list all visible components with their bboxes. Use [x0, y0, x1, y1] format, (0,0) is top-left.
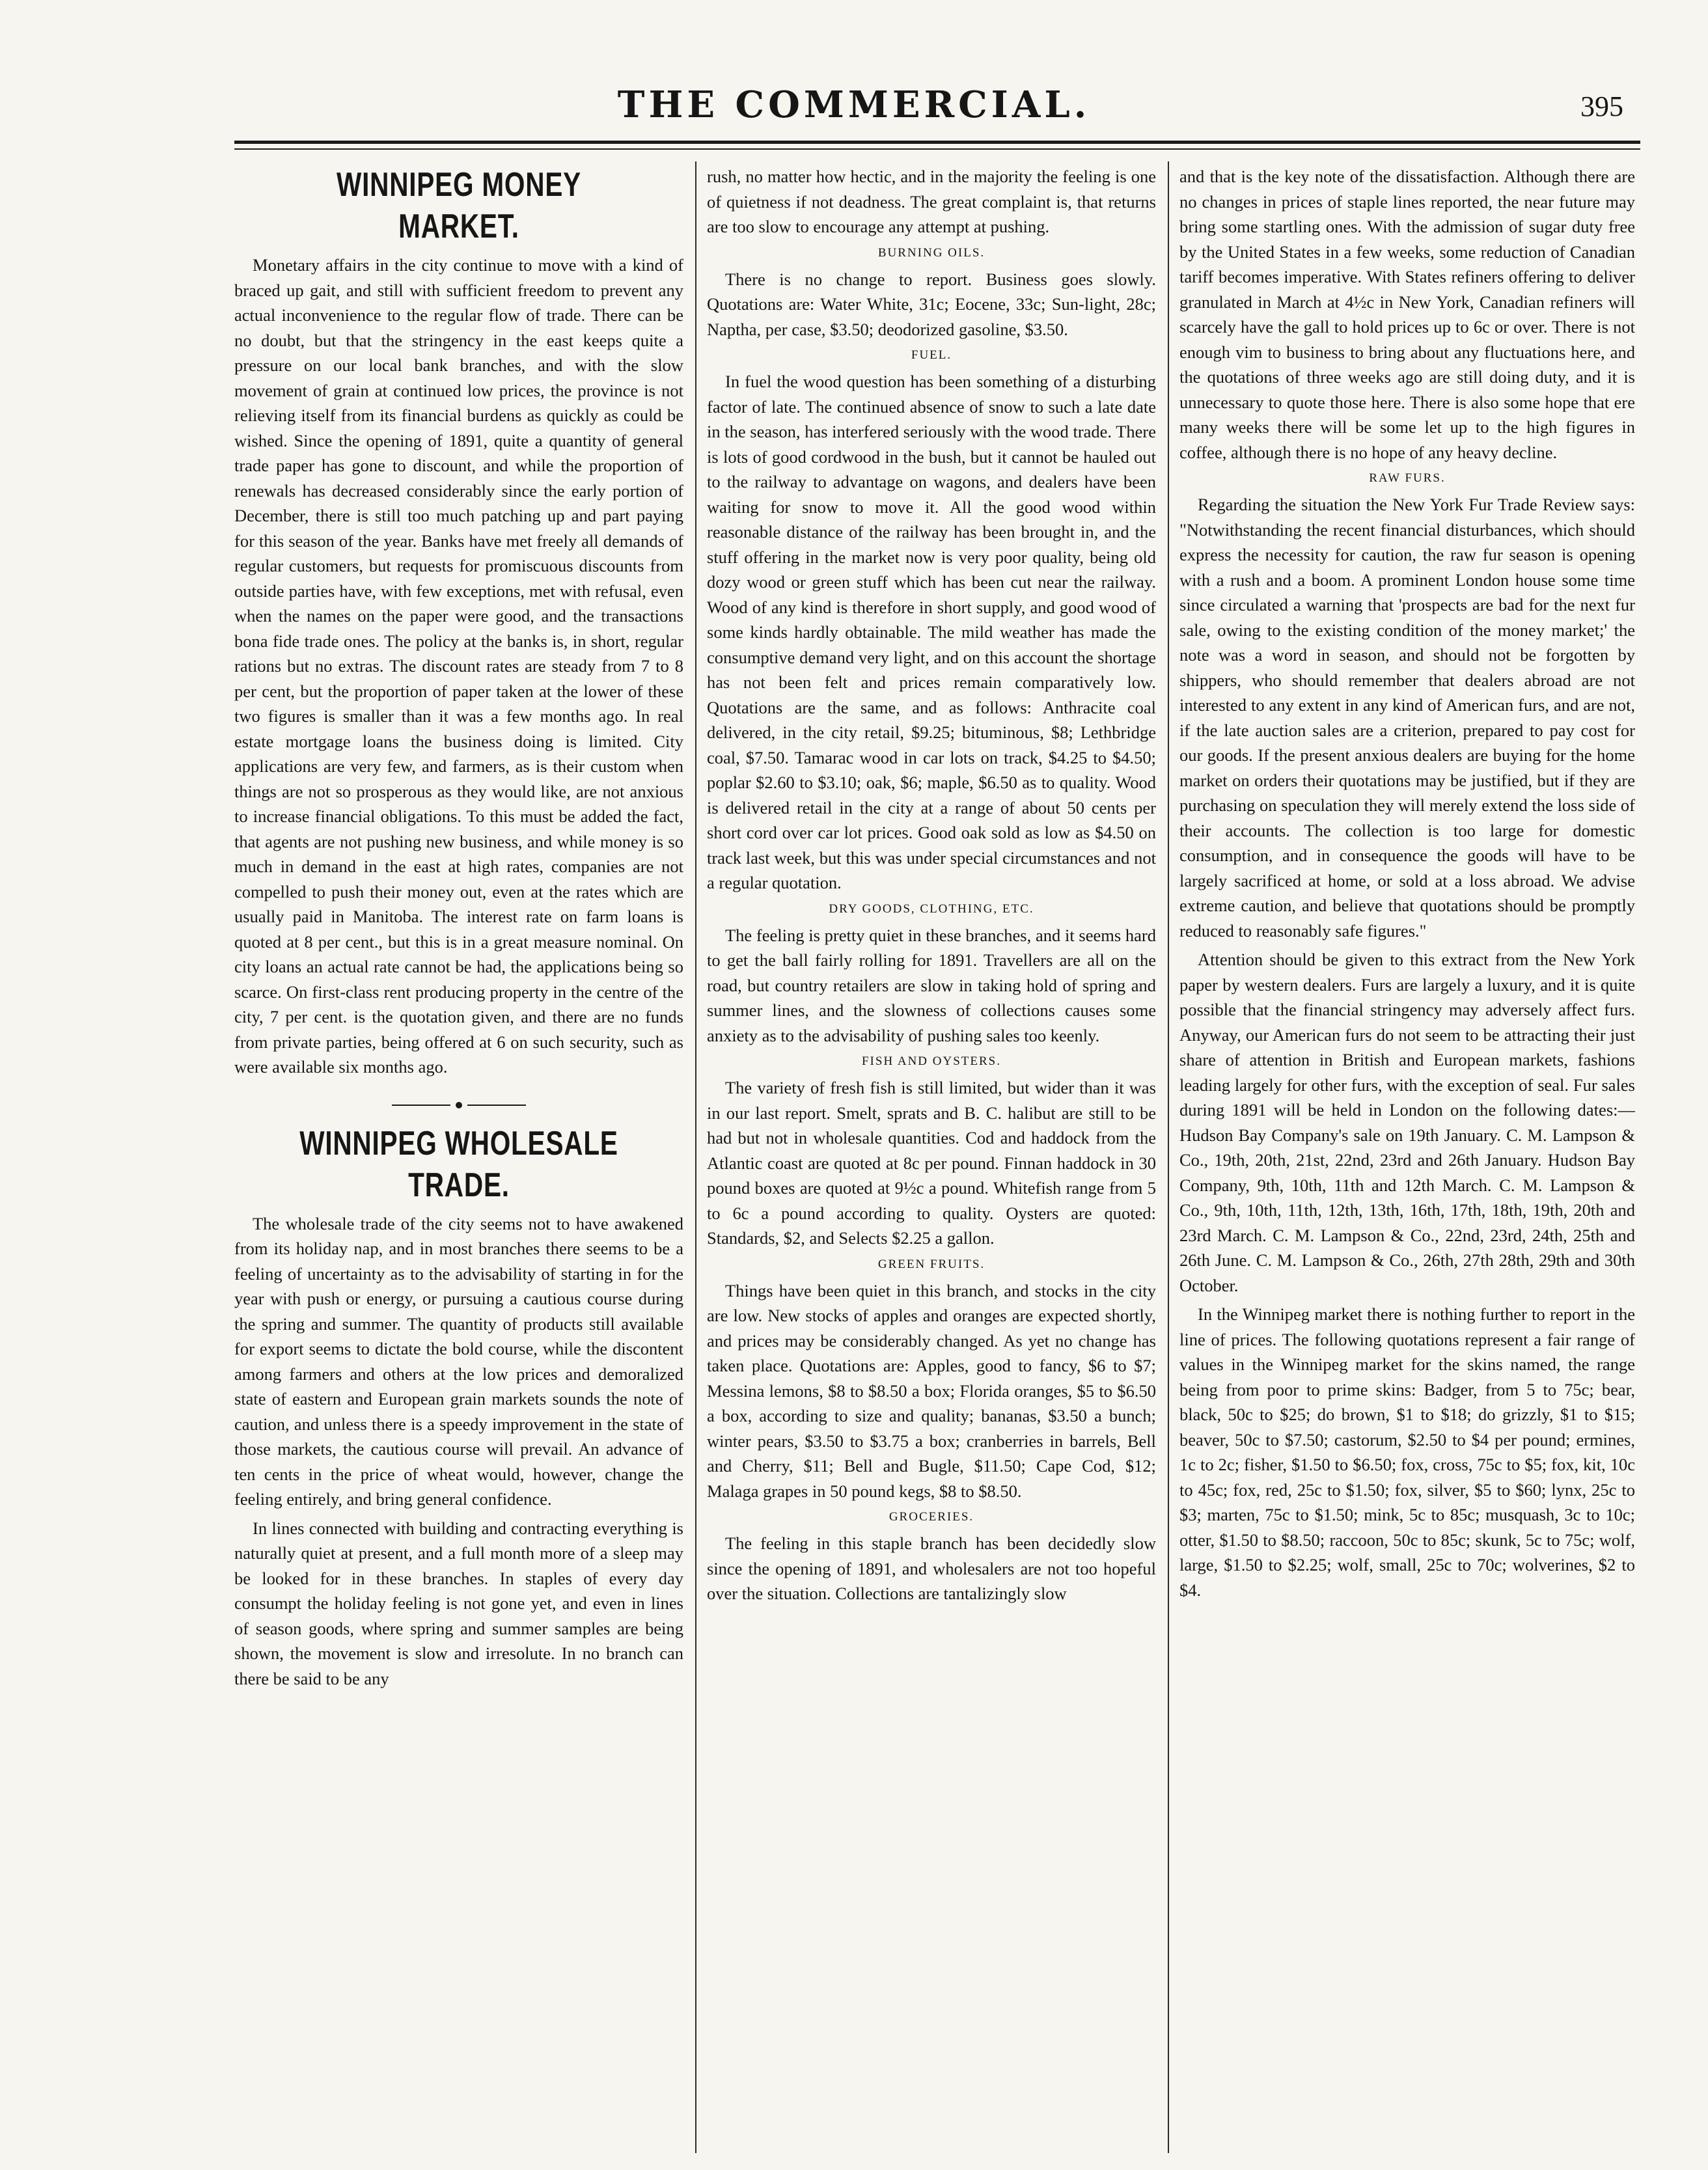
- article-paragraph: Monetary affairs in the city continue to move with a kind of braced up gait, and still with sufficient freedom to prevent any actual inconvenience to the regular flow of trade. There can be no doubt, but that the stringency in the east keeps quite a pressure on our local bank branches, and with the slow movement of grain at continued low prices, the province is not relieving itself from its financial burdens as quickly as could be wished. Since the opening of 1891, quite a quantity of general trade paper has gone to discount, and while the proportion of renewals has decreased considerably since the early portion of December, there is still too much patching up and part paying for this season of the year. Banks have met freely all demands of regular customers, but requests for promiscuous discounts from outside parties have, with few exceptions, met with refusal, even when the names on the paper were good, and the transactions bona fide trade ones. The policy at the banks is, in short, regular rations but no extras. The discount rates are steady from 7 to 8 per cent, but the proportion of paper taken at the lower of these two figures is smaller than it was a few months ago. In real estate mortgage loans the business doing is limited. City applications are very few, and farmers, as is their custom when things are not so prosperous as they would like, are not anxious to increase financial obligations. To this must be added the fact, that agents are not pushing new business, and while money is so much in demand in the east at high rates, companies are not compelled to push their money out, even at the rates which are usually paid in Manitoba. The interest rate on farm loans is quoted at 8 per cent., but this is in a great measure nominal. On city loans an actual rate cannot be had, the applications being so scarce. On first-class rent producing property in the centre of the city, 7 per cent. is the quotation given, and there are no funds from private parties, being offered at 6 on such security, such as were available six months ago.: [234, 255, 683, 1077]
- article-paragraph: The feeling is pretty quiet in these branches, and it seems hard to get the ball fairly rolling for 1891. Travellers are all on the road, but country retailers are slow in taking hold of spring and summer lines, and the slowness of collections causes some anxiety as to the advisability of pushing sales too keenly.: [707, 925, 1156, 1045]
- ornament-line: [392, 1105, 450, 1106]
- section-subhead: GREEN FRUITS.: [877, 1257, 985, 1271]
- ornament-dot: [456, 1102, 462, 1108]
- section-ornament: [381, 1094, 537, 1114]
- header-rule-thin: [234, 148, 1640, 150]
- ornament-line: [467, 1105, 526, 1106]
- page-number: 395: [1580, 90, 1623, 122]
- article-paragraph: There is no change to report. Business goes slowly. Quotations are: Water White, 31c; Eocene, 33c; Sun-light, 28c; Naptha, per case, $3.50; deodorized gasoline, $3.50.: [707, 269, 1156, 339]
- article-headline: WINNIPEG MONEY MARKET.: [337, 166, 581, 245]
- article-paragraph: and that is the key note of the dissatisfaction. Although there are no changes in prices of staple lines reported, the near future may bring some startling ones. With the admission of sugar duty free by the United States in a few weeks, some reduction of Canadian tariff becomes imperative. With States refiners offering to deliver granulated in March at 4½c in New York, Canadian refiners will scarcely have the gall to hold prices up to 6c or over. There is not enough vim to business to bring about any fluctuations here, and the quotations of three weeks ago are still doing duty, and it is unnecessary to quote those here. There is also some hope that ere many weeks there will be some let up to the high figures in coffee, although there is no hope of any heavy decline.: [1179, 167, 1635, 462]
- section-subhead: GROCERIES.: [888, 1510, 974, 1524]
- article-paragraph: rush, no matter how hectic, and in the majority the feeling is one of quietness if not deadness. The great complaint is, that returns are too slow to encourage any attempt at pushing.: [707, 167, 1156, 236]
- article-paragraph: Regarding the situation the New York Fur Trade Review says: "Notwithstanding the recent financial disturbances, which should express the necessity for caution, the raw fur season is opening with a rush and a boom. A prominent London house some time since circulated a warning that 'prospects are bad for the next fur sale, owing to the existing condition of the money market;' the note was a word in season, and should not be forgotten by shippers, who should remember that dealers abroad are not interested to any extent in any kind of American furs, and are not, if the late auction sales are a criterion, prepared to pay cost for our goods. If the present anxious dealers are buying for the home market on orders their quotations may be justified, but if they are purchasing on speculation they will merely extend the loss side of their accounts. The collection is too large for domestic consumption, and in consequence the goods will have to be largely sacrificed at home, or sold at a loss abroad. We advise extreme caution, and believe that quotations should be promptly reduced to reasonably safe figures.": [1179, 495, 1635, 941]
- column-left: [234, 164, 683, 2156]
- article-paragraph: The variety of fresh fish is still limited, but wider than it was in our last report. Smelt, sprats and B. C. halibut are still to be had but not in wholesale quantities. Cod and haddock from the Atlantic coast are quoted at 8c per pound. Finnan haddock in 30 pound boxes are quoted at 9½c a pound. Whitefish range from 5 to 6c a pound according to quality. Oysters are quoted: Standards, $2, and Selects $2.25 a gallon.: [707, 1078, 1156, 1248]
- column-divider-2: [1168, 161, 1169, 2153]
- header-rule-thick: [234, 141, 1640, 144]
- article-headline: WINNIPEG WHOLESALE TRADE.: [299, 1124, 618, 1204]
- masthead: THE COMMERCIAL.: [617, 83, 1091, 126]
- article-paragraph: The wholesale trade of the city seems not to have awakened from its holiday nap, and in most branches there seems to be a feeling of uncertainty as to the advisability of starting in for the year with push or energy, or pursuing a cautious course during the spring and summer. The quantity of products still available for export seems to dictate the bold course, while the discontent among farmers and others at the low prices and demoralized state of eastern and European grain markets sounds the note of caution, and unless there is a speedy improvement in the state of those markets, the cautious course will prevail. An advance of ten cents in the price of wheat would, however, change the feeling entirely, and bring general confidence.: [234, 1213, 683, 1509]
- article-paragraph: In fuel the wood question has been something of a disturbing factor of late. The continued absence of snow to such a late date in the season, has interfered seriously with the wood trade. There is lots of good cordwood in the bush, but it cannot be hauled out to the railway to advantage on wagons, and dealers have been waiting for snow to move it. All the good wood within reasonable distance of the railway has been brought in, and the stuff offering in the market now is very poor quality, being old dozy wood or green stuff which has been cut near the railway. Wood of any kind is therefore in short supply, and good wood of some kinds hardly obtainable. The mild weather has made the consumptive demand very light, and on this account the shortage has not been felt and prices remain comparatively low. Quotations are the same, and as follows: Anthracite coal delivered, in the city retail, $9.25; bituminous, $8; Lethbridge coal, $7.50. Tamarac wood in car lots on track, $4.25 to $4.50; poplar $2.60 to $3.10; oak, $6; maple, $6.50 as to quality. Wood is delivered retail in the city at a range of about 50 cents per short cord over car lot prices. Good oak sold as low as $4.50 on track last week, but this was under special circumstances and not a regular quotation.: [707, 372, 1156, 892]
- article-paragraph: Attention should be given to this extract from the New York paper by western dealers. Furs are largely a luxury, and it is quite possible that the financial stringency may adversely affect furs. Anyway, our American furs do not seem to be attracting their just share of attention in British and European markets, fashions leading largely for other furs, with the exception of seal. Fur sales during 1891 will be held in London on the following dates:—Hudson Bay Company's sale on 19th January. C. M. Lampson & Co., 19th, 20th, 21st, 22nd, 23rd and 26th January. Hudson Bay Company, 9th, 10th, 11th and 12th March. C. M. Lampson & Co., 9th, 10th, 11th, 12th, 13th, 16th, 17th, 18th, 19th, 20th and 23rd March. C. M. Lampson & Co., 22nd, 23rd, 24th, 25th and 26th June. C. M. Lampson & Co., 26th, 27th 28th, 29th and 30th October.: [1179, 950, 1635, 1295]
- section-subhead: FISH AND OYSTERS.: [861, 1054, 1001, 1068]
- column-right: [1179, 164, 1635, 2156]
- page-header: [0, 0, 1708, 156]
- column-divider-1: [695, 161, 696, 2153]
- section-subhead: DRY GOODS, CLOTHING, ETC.: [829, 901, 1034, 916]
- article-paragraph: Things have been quiet in this branch, and stocks in the city are low. New stocks of apples and oranges are expected shortly, and prices may be considerably changed. As yet no change has taken place. Quotations are: Apples, good to fancy, $6 to $7; Messina lemons, $8 to $8.50 a box; Florida oranges, $5 to $6.50 a box, according to size and quality; bananas, $3.50 a bunch; winter pears, $3.50 to $3.75 a box; cranberries in barrels, Bell and Cherry, $11; Bell and Bugle, $11.50; Cape Cod, $12; Malaga grapes in 50 pound kegs, $8 to $8.50.: [707, 1280, 1156, 1501]
- column-middle: [707, 164, 1156, 2156]
- section-subhead: FUEL.: [911, 348, 952, 362]
- section-subhead: BURNING OILS.: [877, 245, 985, 260]
- article-paragraph: In lines connected with building and contracting everything is naturally quiet at present, and a full month more of a sleep may be looked for in these branches. In staples of every day consumpt the holiday feeling is not gone yet, and even in lines of season goods, where spring and summer samples are being shown, the movement is slow and irresolute. In no branch can there be said to be any: [234, 1518, 683, 1688]
- section-subhead: RAW FURS.: [1369, 471, 1446, 485]
- article-paragraph: The feeling in this staple branch has been decidedly slow since the opening of 1891, and wholesalers are not too hopeful over the situation. Collections are tantalizingly slow: [707, 1533, 1156, 1603]
- article-paragraph: In the Winnipeg market there is nothing further to report in the line of prices. The following quotations represent a fair range of values in the Winnipeg market for the skins named, the range being from poor to prime skins: Badger, from 5 to 75c; bear, black, 50c to $25; do brown, $1 to $18; do grizzly, $1 to $15; beaver, 50c to $7.50; castorum, $2.50 to $4 per pound; ermines, 1c to 2c; fisher, $1.50 to $6.50; fox, cross, 75c to $5; fox, kit, 10c to 45c; fox, red, 25c to $1.50; fox, silver, $5 to $60; lynx, 25c to $3; marten, 75c to $1.50; mink, 5c to 85c; musquash, 3c to 10c; otter, $1.50 to $8.50; raccoon, 50c to 85c; skunk, 5c to 75c; wolf, large, $1.50 to $2.25; wolf, small, 25c to 70c; wolverines, $2 to $4.: [1179, 1304, 1635, 1600]
